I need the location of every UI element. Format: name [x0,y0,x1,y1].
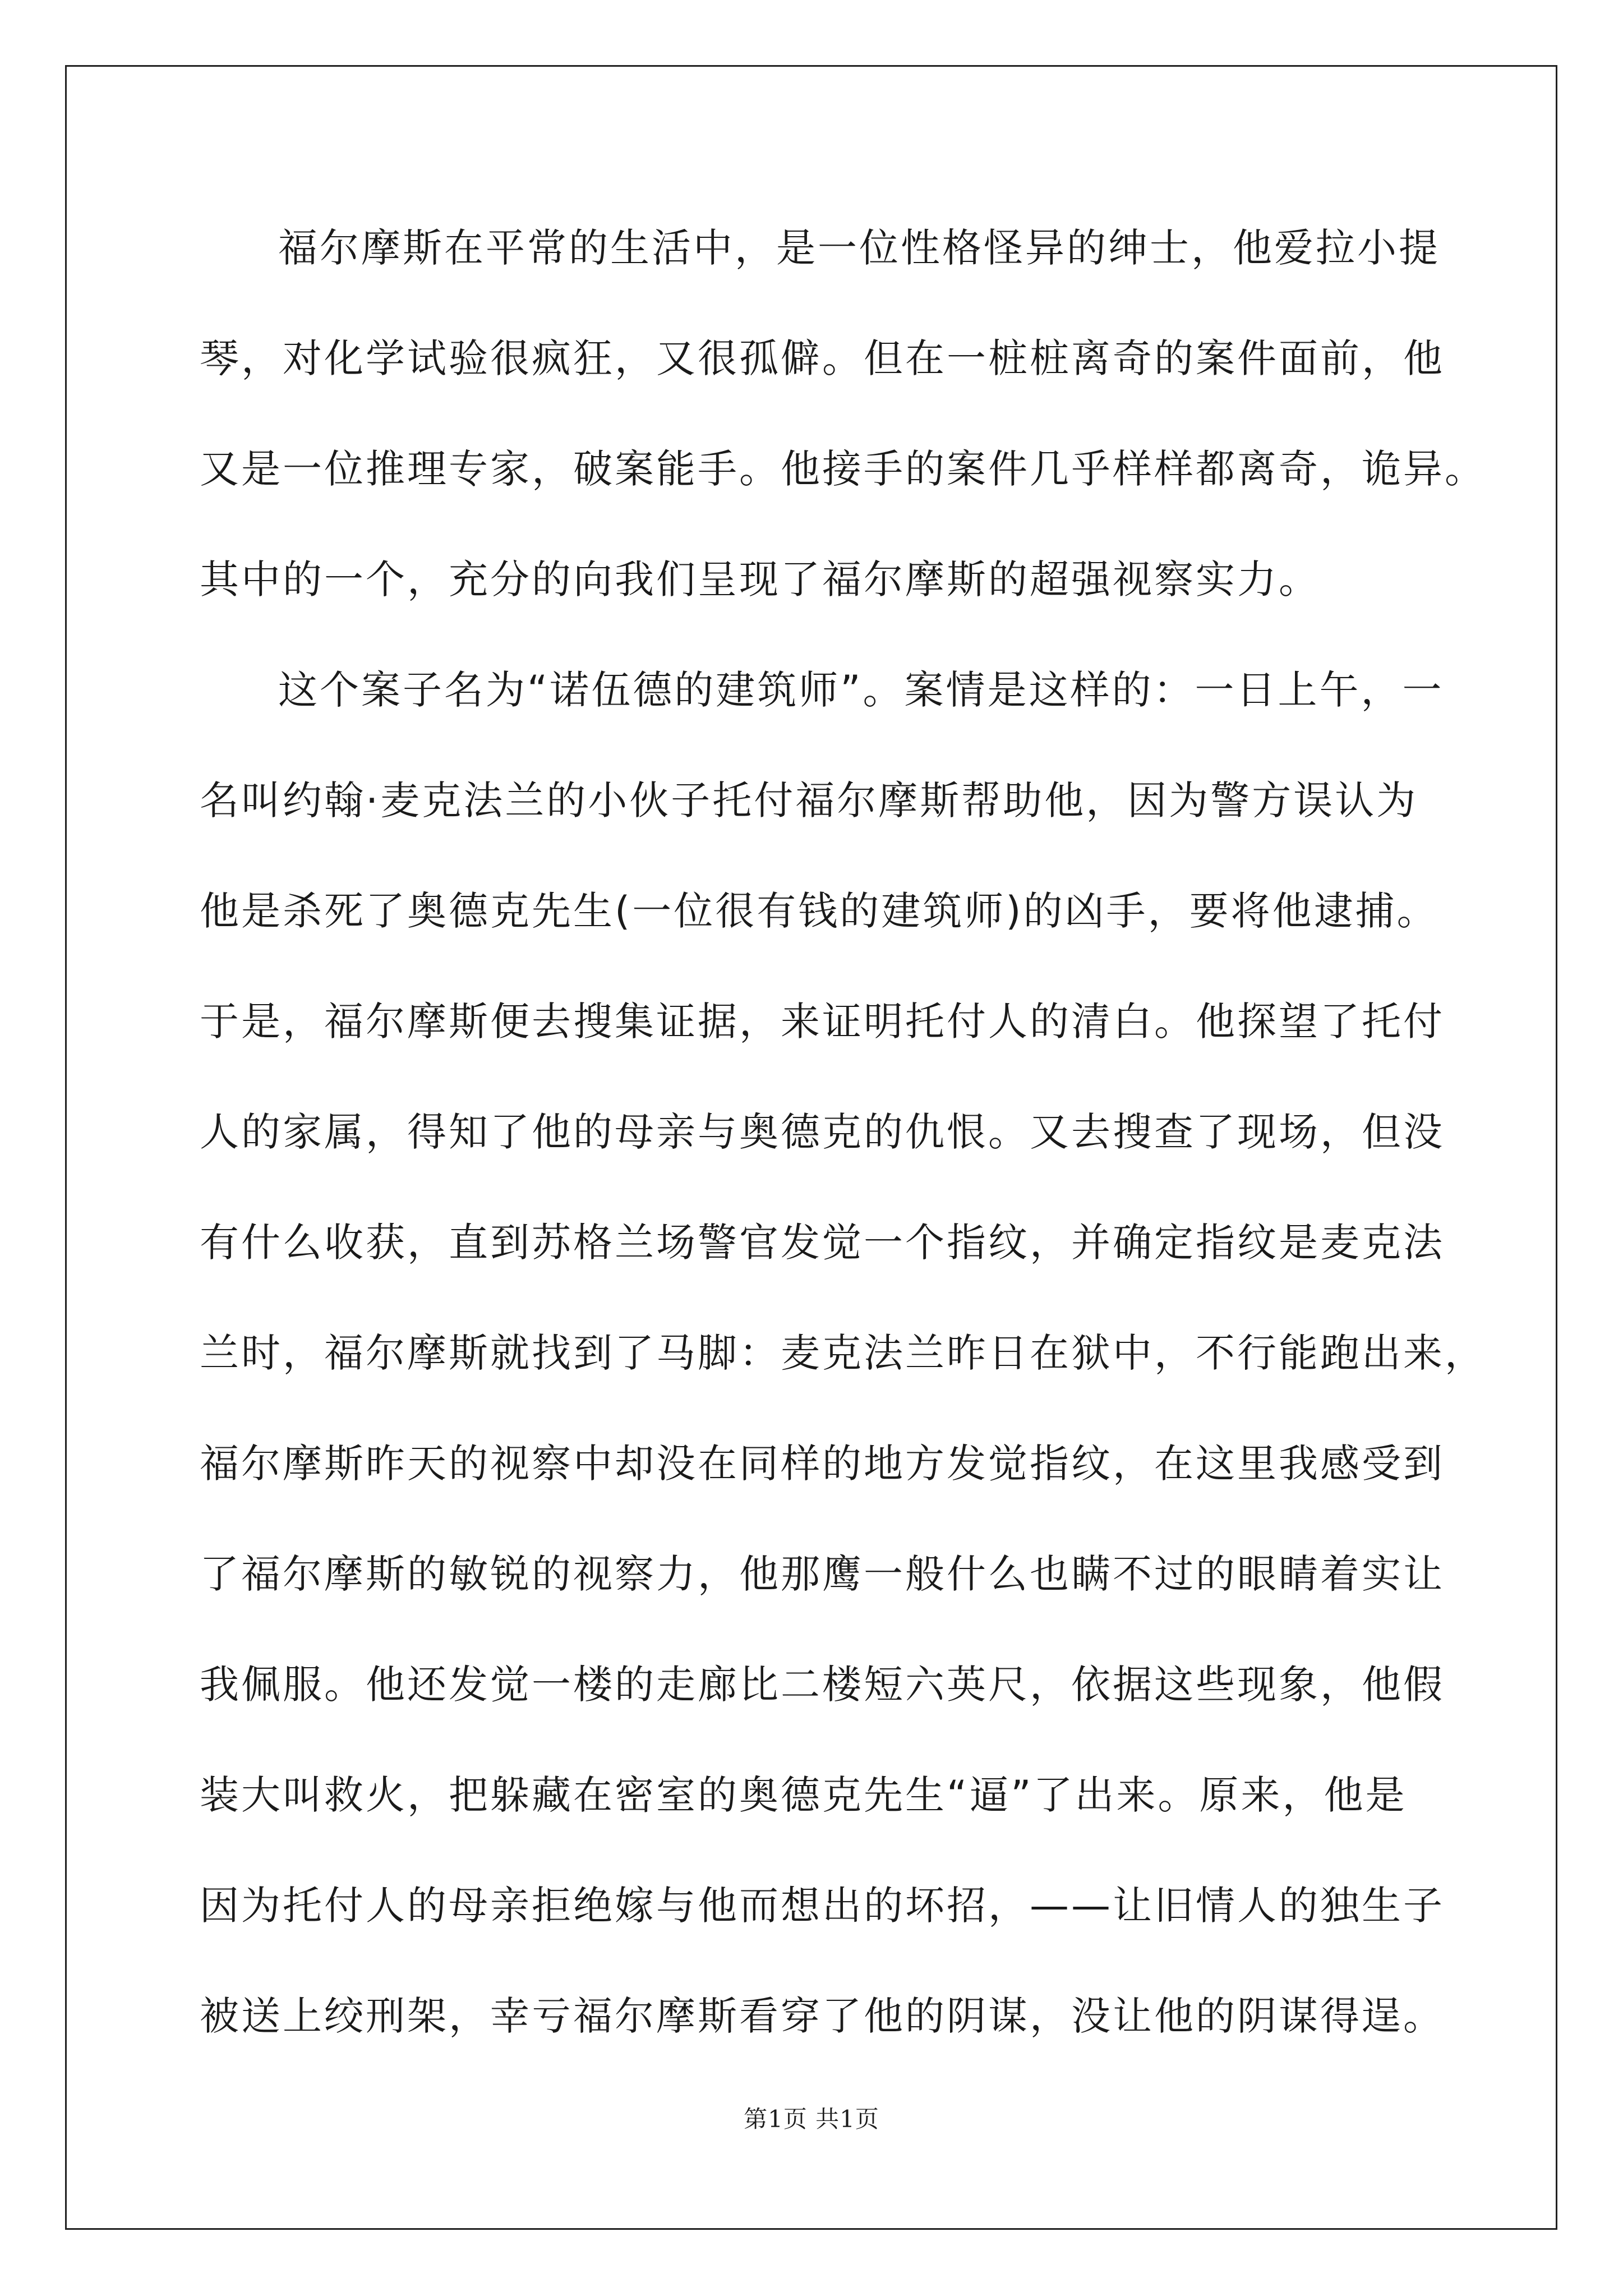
text-line: 福尔摩斯昨天的视察中却没在同样的地方发觉指纹，在这里我感受到 [200,1441,1445,1487]
text-line: 我佩服。他还发觉一楼的走廊比二楼短六英尺，依据这些现象，他假 [200,1662,1445,1708]
text-line: 有什么收获，直到苏格兰场警官发觉一个指纹，并确定指纹是麦克法 [200,1220,1445,1266]
page-number: 第1页 共1页 [744,2105,879,2133]
text-line: 于是，福尔摩斯便去搜集证据，来证明托付人的清白。他探望了托付 [200,999,1445,1045]
text-line: 琴，对化学试验很疯狂，又很孤僻。但在一桩桩离奇的案件面前，他 [200,335,1445,381]
text-line: 人的家属，得知了他的母亲与奥德克的仇恨。又去搜查了现场，但没 [200,1109,1445,1155]
text-line: 了福尔摩斯的敏锐的视察力，他那鹰一般什么也瞒不过的眼睛着实让 [200,1551,1445,1597]
text-line: 被送上绞刑架，幸亏福尔摩斯看穿了他的阴谋，没让他的阴谋得逞。 [200,1993,1445,2039]
text-line: 他是杀死了奥德克先生(一位很有钱的建筑师)的凶手，要将他逮捕。 [200,888,1438,934]
text-line: 福尔摩斯在平常的生活中，是一位性格怪异的绅士，他爱拉小提 [278,225,1440,271]
text-line: 因为托付人的母亲拒绝嫁与他而想出的坏招，——让旧情人的独生子 [200,1883,1445,1929]
text-line: 名叫约翰·麦克法兰的小伙子托付福尔摩斯帮助他，因为警方误认为 [200,777,1418,823]
document-body [200,209,1484,2087]
text-line: 其中的一个，充分的向我们呈现了福尔摩斯的超强视察实力。 [200,556,1320,602]
text-line: 兰时，福尔摩斯就找到了马脚：麦克法兰昨日在狱中，不行能跑出来， [200,1330,1486,1376]
text-line: 装大叫救火，把躲藏在密室的奥德克先生“逼”了出来。原来，他是 [200,1772,1407,1818]
text-line: 这个案子名为“诺伍德的建筑师”。案情是这样的：一日上午，一 [278,667,1444,713]
text-line: 又是一位推理专家，破案能手。他接手的案件几乎样样都离奇，诡异。 [200,446,1486,492]
